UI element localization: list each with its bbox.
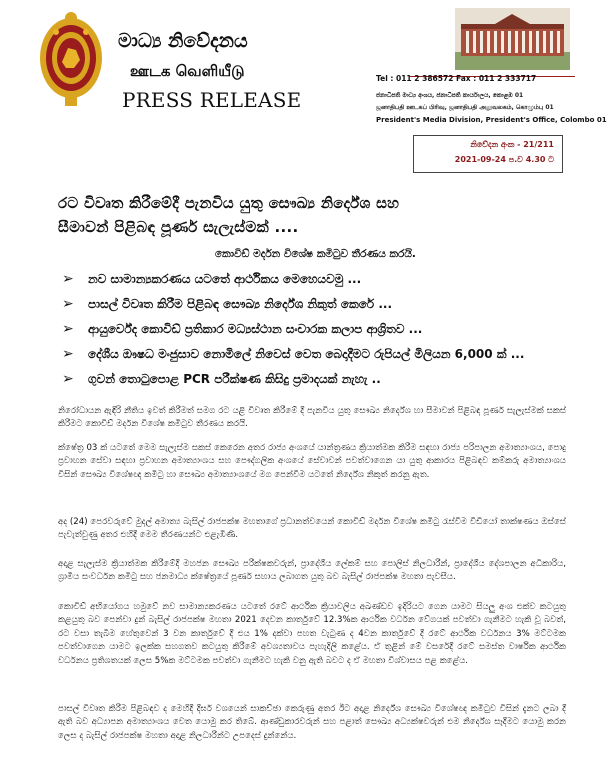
list-item-text: දේශීය ඖෂධ මංජුසාව නොමිලේ නිවෙස් වෙත බෙදාදීමට රුපියල් මිලියන 6,000 ක් ... <box>88 347 525 361</box>
list-item <box>62 320 562 338</box>
body-paragraph: නිරෝධායන ඇඳිරි නීතිය ඉවත් කිරීමත් සමග රට යළි විවෘත කිරීමේ දී පැනවිය යුතු සෞඛ්‍ය නිර්දේශ හා සීමාවන් පිළිබඳ පූර්ණ සැලැස්මක් සකස් කිරීමට කොවිඩ් මර්දන විශේෂ කමිටුව තීරණය කරයි. <box>58 406 566 430</box>
contact-line: Tel : 011 2 386572 Fax : 011 2 333717 <box>376 74 537 83</box>
body-paragraph: අද (24) පෙරවරුවේ මුදල් අමාත්‍ය බැසිල් රාජපක්ෂ මහතාගේ ප්‍රධානත්වයෙන් කොවිඩ් මර්දන විශේෂ කමිටු රැස්වීම වීඩියෝ තාක්ෂණය ඔස්සේ පැවැත්වුණු අතර එහිදී මෙම තීරණයන්ට එළැඹිණි. <box>58 517 566 541</box>
release-datetime: 2021-09-24 ප.ව 4.30 ට <box>454 155 554 164</box>
arrow-bullet-icon: ➢ <box>62 346 74 362</box>
list-item <box>62 345 562 363</box>
release-number: නිවේදන අංක - 21/211 <box>470 140 554 149</box>
address-sinhala: ජනාධිපති මාධ්‍ය අංශය, ජනාධිපති කාර්යාලය, කොළඹ 01 <box>376 92 524 99</box>
arrow-bullet-icon: ➢ <box>62 321 74 337</box>
highlights-list <box>62 270 562 395</box>
arrow-bullet-icon: ➢ <box>62 271 74 287</box>
subheadline: කොවිඩ් මර්දන විශේෂ කමිටුව තීරණය කරයි. <box>215 248 416 260</box>
title-english: PRESS RELEASE <box>122 88 302 112</box>
arrow-bullet-icon: ➢ <box>62 371 74 387</box>
body-paragraph: පාසල් විවෘත කිරීම පිළිබඳව ද මෙහිදී දීර්ඝ වශයෙන් සාකච්ඡා කෙරුණු අතර ඊට අදාළ නිර්දේශ සෞඛ්‍ය විශේෂඥ කමිටුව විසින් දැනට ලබා දී ඇති බව අධ්‍යාපන අමාත්‍යාංශය වෙත යොමු කර තිබේ. ආණ්ඩුකාරවරුන් සහ පළාත් සෞඛ්‍ය අධ්‍යක්ෂවරුන් එම නිර්දේශ සෑදීමට යොමු කරන ලෙස ද බැසිල් රාජපක්ෂ මහතා අදාළ නිලධාරීන්ට උපදෙස් දුන්නේය. <box>58 704 566 741</box>
body-paragraph: අදාළ සැලැස්ම ක්‍රියාත්මක කිරීමේදී මහජන සෞඛ්‍ය පරීක්ෂකවරුන්, ප්‍රාදේශීය ලේකම් සහ පොලිස් නිලධාරීන්, ප්‍රාදේශීය දේශපාලන අධිකාරිය, ග්‍රාමීය සංවර්ධන කමිටු සහ ජනමාධ්‍ය ක්ෂේත්‍රයේ පූර්ණ සහාය ලබාගත යුතු බව බැසිල් රාජපක්ෂ මහතා පැවසීය. <box>58 559 566 583</box>
list-item <box>62 295 562 313</box>
address-english: President's Media Division, President's Office, Colombo 01 <box>376 116 607 124</box>
headline-line-2: සීමාවන් පිළිබඳ පූර්ණ සැලැස්මක් .... <box>58 218 299 236</box>
body-paragraph: ක්ෂේත්‍ර 03 ක් යටතේ මෙම සැලැස්ම සකස් කෙරෙන අතර රාජ්‍ය අංශයේ යාන්ත්‍රණය ක්‍රියාත්මක කිරීම සඳහා රාජ්‍ය පරිපාලන අමාත්‍යාංශය, පොදු ප්‍රවාහන සේවා සඳහා ප්‍රවාහන අමාත්‍යාංශය සහ පෞද්ගලික අංශයේ සේවාවන් පවත්වාගෙන යා යුතු ආකාරය පිළිබඳව කම්කරු අමාත්‍යාංශය විසින් සෞඛ්‍ය විශේෂඥ කමිටු හා සෞඛ්‍ය අමාත්‍යාංශයේ මග පෙන්වීම යටතේ නිර්දේශ නිකුත් කරනු ඇත. <box>58 443 566 480</box>
list-item <box>62 370 562 388</box>
arrow-bullet-icon: ➢ <box>62 296 74 312</box>
list-item <box>62 270 562 288</box>
list-item-text: පාසල් විවෘත කිරීම පිළිබඳ සෞඛ්‍ය නිර්දේශ නිකුත් කෙරේ ... <box>88 297 393 311</box>
headline-line-1: රට විවෘත කිරීමේදී පැනවිය යුතු සෞඛ්‍ය නිර්දේශ සහ <box>58 194 400 212</box>
address-tamil: ஜனாதிபதி ஊடகப் பிரிவு, ஜனாதிபதி அலுவலகம், கொழும்பு 01 <box>376 104 554 111</box>
body-paragraph: කොවිඩ් අභියෝගය හමුවේ නව සාමාන්‍යකරණය යටතේ රටේ ආර්ථික ක්‍රියාවලිය අඛණ්ඩව ඉදිරියට ගෙන යාමට සියලු අංශ එක්ව කටයුතු කළයුතු බව පෙන්වා දුන් බැසිල් රාජපක්ෂ මහතා 2021 දෙවන කාර්තුවේ 12.3%ක ආර්ථික වර්ධන වේගයක් පවත්වා ගැනීමට හැකි වූ බවත්, රට වසා තැබීම හේතුවෙන් 3 වන කාර්තුවේ දී එය 1% දක්වා පහත වැටුණ ද 4වන කාර්තුවේ දී රටේ ආර්ථික වර්ධනය 3% මට්ටමක පවත්වාගෙන යාමට ඉලක්ක සහගතව කටයුතු කිරීමේ අවශ්‍යතාවය පැහැදිලි කළේය. ඒ තුළින් මේ වසරේදී රටේ සමස්ත වාර්ෂික ආර්ථික වර්ධනය ප්‍රතිශතයක් ලෙස 5%ක මට්ටමක පවත්වා ගැනීමට හැකි වනු ඇති බවට ද ඒ මහතා විශ්වාසය පළ කළේය. <box>58 602 566 666</box>
list-item-text: නව සාමාන්‍යකරණය යටතේ ආර්ථිකය මෙහෙයවමු ... <box>88 272 362 286</box>
list-item-text: ආයුර්වේද කොවිඩ් ප්‍රතිකාර මධ්‍යස්ථාන සංචාරක කලාප ආශ්‍රිතව ... <box>88 322 423 336</box>
letterhead <box>0 0 607 175</box>
title-sinhala: මාධ්‍ය නිවේදනය <box>118 30 248 52</box>
title-tamil: ஊடக வெளியீடு <box>130 62 245 80</box>
list-item-text: ගුවන් තොටුපොළ PCR පරීක්ෂණ කිසිදු ප්‍රමාදයක් නැහැ .. <box>88 372 381 386</box>
headline <box>58 191 558 239</box>
release-reference-box <box>413 135 563 173</box>
sri-lanka-emblem-icon <box>38 8 104 108</box>
presidential-secretariat-building-icon <box>455 8 570 70</box>
